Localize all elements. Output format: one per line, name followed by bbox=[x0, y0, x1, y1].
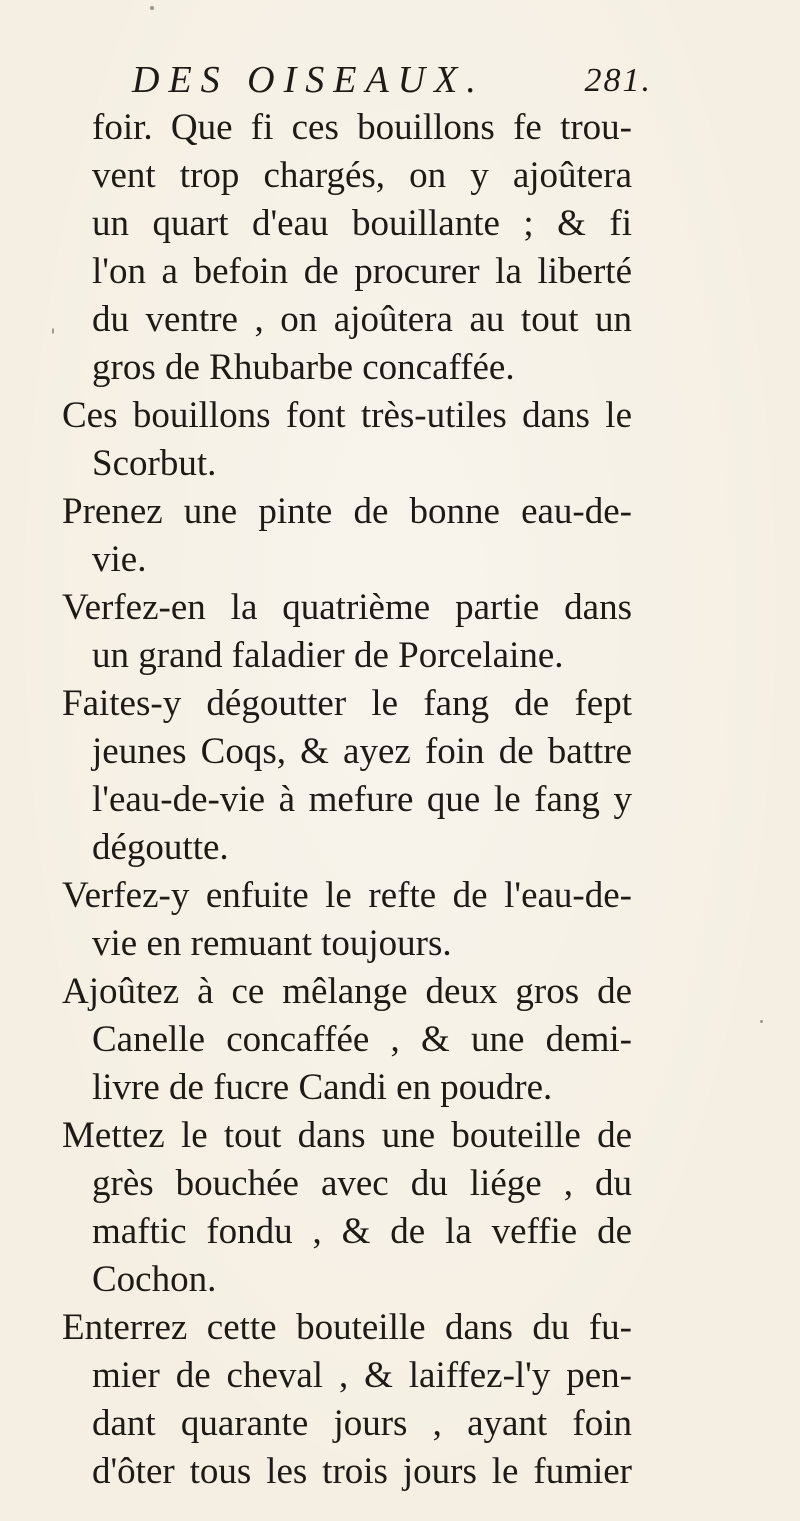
text-line: gros de Rhubarbe concaffée. bbox=[92, 347, 515, 388]
text-line: vie en remuant toujours. bbox=[92, 923, 452, 964]
text-line: Ces bouillons font très-utiles dans le bbox=[62, 395, 632, 436]
text-line: mier de cheval , & laiffez-l'y pen- bbox=[92, 1355, 632, 1396]
text-line: vent trop chargés, on y ajoûtera bbox=[92, 155, 632, 196]
text-line: un grand faladier de Porcelaine. bbox=[92, 635, 564, 676]
running-head: DES OISEAUX. bbox=[132, 59, 485, 101]
body-text bbox=[62, 104, 632, 1496]
paper-speck bbox=[52, 328, 54, 334]
page-header bbox=[132, 58, 652, 102]
text-line: Verfez-en la quatrième partie dans bbox=[62, 587, 632, 628]
text-line: maftic fondu , & de la veffie de bbox=[92, 1211, 632, 1252]
text-line: du ventre , on ajoûtera au tout un bbox=[92, 299, 632, 340]
text-line: Mettez le tout dans une bouteille de bbox=[62, 1115, 632, 1156]
text-line: d'ôter tous les trois jours le fumier bbox=[92, 1451, 632, 1492]
text-line: vie. bbox=[92, 539, 147, 580]
text-line: Enterrez cette bouteille dans du fu- bbox=[62, 1307, 632, 1348]
text-line: livre de fucre Candi en poudre. bbox=[92, 1067, 553, 1108]
text-line: Canelle concaffée , & une demi- bbox=[92, 1019, 632, 1060]
text-line: Scorbut. bbox=[92, 443, 217, 484]
text-line: un quart d'eau bouillante ; & fi bbox=[92, 203, 632, 244]
paper-speck bbox=[150, 6, 154, 10]
page-number: 281. bbox=[584, 62, 652, 99]
text-line: jeunes Coqs, & ayez foin de battre bbox=[92, 731, 632, 772]
text-line: l'eau-de-vie à mefure que le fang y bbox=[92, 779, 632, 820]
text-line: Ajoûtez à ce mêlange deux gros de bbox=[62, 971, 632, 1012]
text-line: Faites-y dégoutter le fang de fept bbox=[62, 683, 632, 724]
text-line: Prenez une pinte de bonne eau-de- bbox=[62, 491, 632, 532]
text-line: Verfez-y enfuite le refte de l'eau-de- bbox=[62, 875, 632, 916]
text-line: l'on a befoin de procurer la liberté bbox=[92, 251, 632, 292]
text-line: foir. Que fi ces bouillons fe trou- bbox=[92, 107, 632, 148]
text-line: Cochon. bbox=[92, 1259, 217, 1300]
text-line: dant quarante jours , ayant foin bbox=[92, 1403, 632, 1444]
paper-speck bbox=[760, 1020, 763, 1023]
text-line: dégoutte. bbox=[92, 827, 229, 868]
text-line: grès bouchée avec du liége , du bbox=[92, 1163, 632, 1204]
